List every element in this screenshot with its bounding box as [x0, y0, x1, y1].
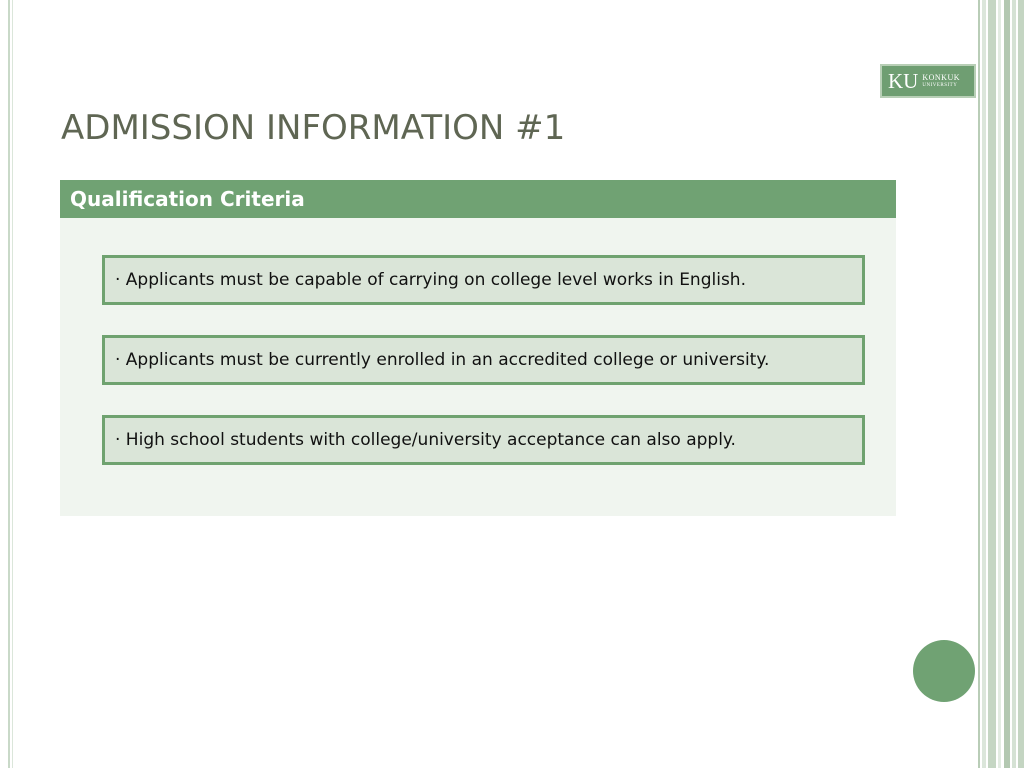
- criteria-text: · Applicants must be capable of carrying on college level works in English.: [115, 270, 746, 290]
- criteria-item-high-school: [102, 415, 865, 465]
- section-header-label: Qualification Criteria: [70, 187, 305, 211]
- konkuk-university-logo: [880, 64, 976, 98]
- criteria-text: · Applicants must be currently enrolled in an accredited college or university.: [115, 350, 770, 370]
- logo-name: [922, 74, 960, 88]
- logo-name-line1: KONKUK: [922, 72, 961, 82]
- criteria-item-enrollment: [102, 335, 865, 385]
- logo-name-line2: UNIVERSITY: [922, 82, 958, 88]
- slide-title: ADMISSION INFORMATION #1: [61, 108, 566, 148]
- right-decorative-stripes: [978, 0, 1024, 768]
- logo-mark: KU: [888, 68, 919, 93]
- section-header: [60, 180, 896, 218]
- left-border-line: [8, 0, 10, 768]
- criteria-text: · High school students with college/university acceptance can also apply.: [115, 430, 736, 450]
- left-border-line-inner: [12, 0, 13, 768]
- decorative-circle: [913, 640, 975, 702]
- criteria-item-english: [102, 255, 865, 305]
